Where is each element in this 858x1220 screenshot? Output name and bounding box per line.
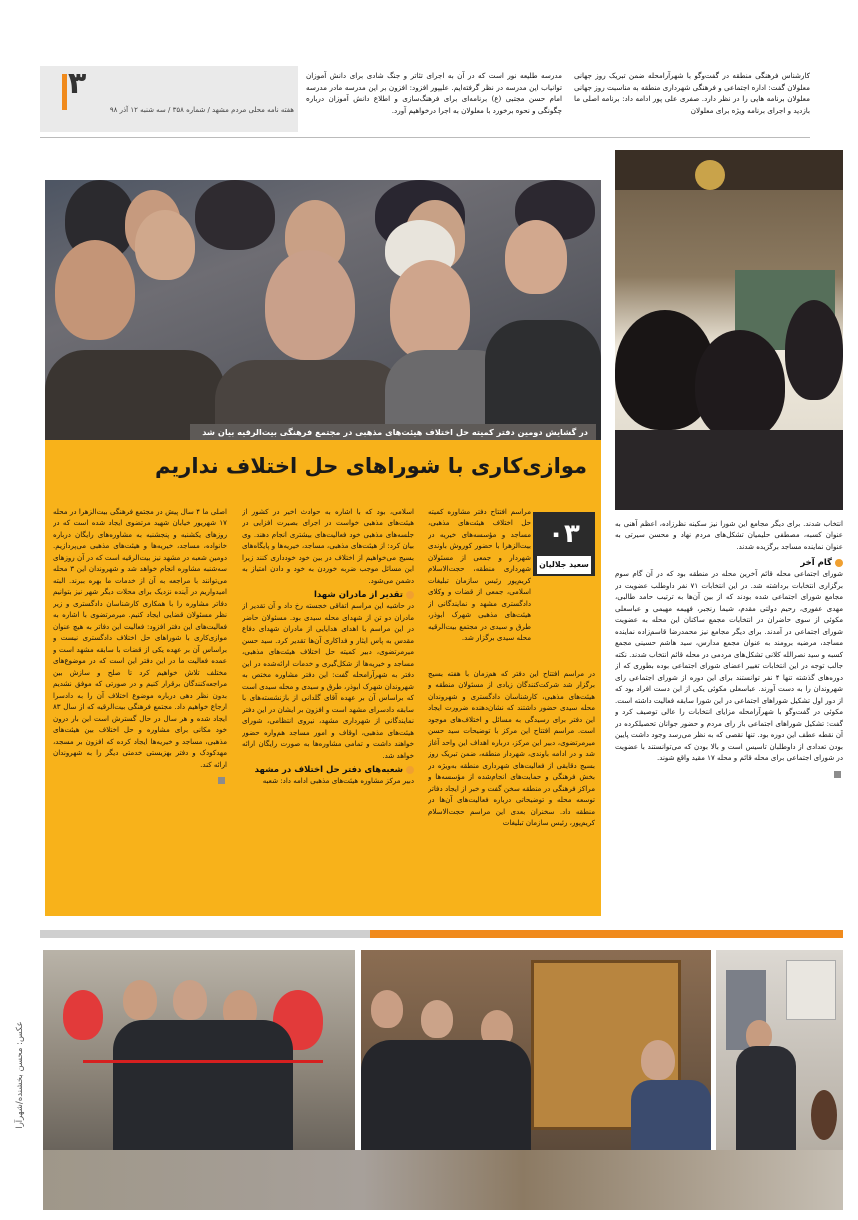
byline-author: سعید جلالیان: [537, 556, 591, 574]
right-body: شورای اجتماعی محله قائم آخرین محله در منطقه بود که در آن گام سوم برگزاری انتخابات برداشته شد. در این انتخابات ۷۱ نفر داوطلب عضویت در مجامع شورای اجتماعی شده بودند که از بین آن‌ها به ترتیب حامد طالبی، مهدی عفوری، رحیم دولتی مقدم، شیما رنجبر، فهیمه مهیمی و عباسعلی مکوئی از سوی حاضران در انتخابات مجمع ساکنان این محله به عضویت شورای اجتماعی در آمدند. برای دیگر مجامع نیز محمدرضا قاسم‌زاده نماینده مساجد، مرضیه برومند به عنوان مجمع مدارس، سید هاشم حسینی مجمع کسبه و سید نصرالله کلانی تشکل‌های مردمی در محله قائم انتخاب شدند. نکته جالب توجه در این انتخابات تغییر اعضای شورای اجتماعی بوده بطوری که از دوره‌های گذشته تنها ۴ نفر توانستند برای این دوره از شورای اجتماعی رای شهروندان را به دست آورند. عباسعلی مکوئی یکی از این دست افراد بود که از دور اول تشکیل شوراهای اجتماعی در این شورا سابقه فعالیت داشته است. مکوئی در گفت‌وگو با شهرآرامحله مزایای انتخابات را عالی توصیف کرد و گفت: تشکیل شوراهای اجتماعی باز رای مردم و حضور جوانان تحصیلکرده در آن نقطه عطف این دوره بود. تنها نقصی که به نظر می‌رسد وجود داشت پایین بودن تعدادی از داوطلبان تاسیس است و بالا بودن که می‌توانستند با عضویت در شورای اجتماعی برای محله قائم و محله ۱۷ مقید واقع شوند.: [615, 569, 843, 763]
end-mark-icon: [834, 771, 841, 778]
article-col2-sub2: شعبه‌های دفتر حل اختلاف در مشهد: [254, 765, 403, 776]
header-divider: [40, 137, 810, 138]
right-subhead-wrap: [615, 558, 843, 568]
right-subhead: گام آخر: [800, 558, 832, 569]
article-col2-sub1-body: در حاشیه این مراسم اتفاقی خجسته رخ داد و آن تقدیر از مادران دو تن از شهدای محله سیدی بود. مسئولان حاضر در این مراسم با اهدای هدایایی از مادران شهدای دفاع مقدس به پاس ایثار و فداکاری آن‌ها تقدیر کرد. سید حسن میرمرتضوی، دبیر کمیته حل اختلاف هیئت‌های مذهبی، مساجد و خیریه‌ها از شکل‌گیری و خدمات ارائه‌شده در این دفتر به شهرآرامحله گفت: این دفتر مشاوره مختص به شهروندان شهرک ابوذر، طرق و سیدی و محله سیدی است که براساس آن بر عهده آقای گلدانی از بازنشسته‌های با سابقه دادسرای مشهد است و افزون بر ایشان در این دفتر نمایندگانی از شهرداری مشهد، نیروی انتظامی، شورای هیئت‌های مذهبی، اوقاف و امور مساجد هم‌واره حضور خواهند داشت و تمامی مشاوره‌ها به صورت رایگان ارائه خواهد شد.: [242, 601, 414, 760]
photo-credit: [10, 950, 30, 1210]
article-col2-sub1-wrap: [242, 590, 414, 600]
right-column-text: [615, 518, 843, 910]
article-col2-sub2-body: دبیر مرکز مشاوره هیئت‌های مذهبی ادامه داد: شعبه: [262, 776, 414, 786]
article-col3-body: اصلی ما ۴ سال پیش در مجتمع فرهنگی بیت‌الزهرا در محله ۱۷ شهریور خیابان شهید مرتضوی ایجاد شده است که در روزهای یکشنبه و پنجشنبه به مشاوره‌های رایگان درباره خانواده، مساجد، خیریه‌ها و هیئت‌های مذهبی می‌پردازیم. دومین شعبه در مشهد نیز بیت‌الرقیه است که در آن روزهای سه‌شنبه مشاوره انجام خواهد شد و شهروندان این ۳ محله می‌توانند با مراجعه به آن از خدمات ما بهره ببرند. البته امیدواریم در آینده نزدیک برای محلات دیگر شهر نیز بتوانیم دفاتر مشاوره را با همکاری کارشناسان دادگستری و زیر نظر مسئولان قضایی ایجاد کنیم. میرمرتضوی با اشاره به فعالیت‌های این دفتر افزود: فعالیت این دفاتر به هیچ عنوان موازی‌کاری با شوراهای حل اختلاف دادگستری نیست و براساس آن بر عهده یکی از قضات با سابقه مشهد است و عمده فعالیت ما در این دفتر این است که در موضوع‌های مختلف تلاش خواهیم کرد تا صلح و سازش بین مراجعه‌کنندگان برقرار کنیم و در صورتی که موفق نشدیم بدون نظر دهی درباره موضوع اختلاف آن را به دادسرا ارجاع خواهیم داد. مجتمع فرهنگی بیت‌الرقیه که از سال ۸۳ ایجاد شده و هر سال در حال گسترش است این بار درون خود مکانی برای مشاوره و حل اختلاف بین هیئت‌های مذهبی، مساجد و خیریه‌ها ایجاد کرده که افزون بر مسجد، مهدکودک و دفتر بهزیستی خدمتی دیگر را به شهروندان ارائه کند.: [53, 507, 227, 769]
byline-number: ۰۳: [548, 519, 580, 549]
end-mark-icon: [218, 777, 225, 784]
publication-info: هفته نامه محلی مردم مشهد / شماره ۳۵۸ / سه شنبه ۱۲ آذر ۹۸: [109, 106, 294, 114]
subhead-bullet-icon: [406, 766, 414, 774]
header-orange-bar: [62, 74, 67, 110]
page-number: ۳: [68, 66, 87, 101]
bottom-photo-ribbon: [43, 950, 355, 1150]
subhead-bullet-icon: [835, 559, 843, 567]
bottom-photo-lower: [43, 1150, 843, 1210]
header-col-mid: مدرسه طلیعه نور است که در آن به اجرای تئاتر و جنگ شادی برای دانش آموزان توانیاب این مدرسه در نظر گرفته‌ایم. علیپور افزود: افزون بر این مدرسه مادر مدرسه امام حسن مجتبی (ع) برنامه‌ای برای فرهنگ‌سازی و اطلاع دانش آموزان درباره چگونگی و نحوه برخورد با معلولان به اجرا درخواهیم آورد.: [306, 71, 562, 115]
article-panel: [45, 440, 601, 916]
bottom-orange-bar: [370, 930, 843, 938]
byline-block: [533, 512, 595, 576]
header-left-box: [40, 66, 298, 132]
article-headline: موازی‌کاری با شوراهای حل اختلاف نداریم: [154, 454, 587, 478]
bottom-photo-gallery: [716, 950, 843, 1150]
article-kicker-bar: [190, 424, 596, 440]
article-col1-body: در مراسم افتتاح این دفتر که هم‌زمان با هفته بسیج برگزار شد شرکت‌کنندگان زیادی از مسئولان منطقه و هیئت‌های مذهبی، کارشناسان دادگستری و شهروندان محله سیدی حضور داشتند که نشان‌دهنده ضرورت ایجاد این دفتر برای رسیدگی به مسائل و اختلاف‌های موجود است. مراسم افتتاح این مرکز با توضیحات سید حسن میرمرتضوی، دبیر این مرکز، درباره اهداف این واحد آغاز شد و در ادامه باوندی، شهردار منطقه، ضمن تبریک روز بسیج دقایقی از فعالیت‌های شهرداری منطقه به‌ویژه در بخش فرهنگی و حمایت‌های انجام‌شده از مؤسسه‌ها و مراکز فرهنگی در منطقه سخن گفت و خبر از ایجاد دفاتر توسعه محله و توضیحاتی درباره فعالیت‌های آن‌ها در منطقه داد. سخنران بعدی این مراسم حجت‌الاسلام کریم‌پور، رئیس سازمان تبلیغات: [428, 669, 595, 828]
article-col2-sub1: تقدیر از مادران شهدا: [313, 590, 403, 601]
photo-credit-text: عکس: محسن بخشنده/شهرآرا: [15, 1021, 25, 1129]
article-kicker: در گشایش دومین دفتر کمیته حل اختلاف هیئت‌های مذهبی در مجتمع فرهنگی بیت‌الرقیه بیان شد: [202, 427, 588, 437]
header-col-right: کارشناس فرهنگی منطقه در گفت‌وگو با شهرآرامحله ضمن تبریک روز جهانی معلولان گفت: اداره اجتماعی و فرهنگی شهرداری منطقه به مناسبت روز جهانی معلولان برنامه هایی را در نظر دارد. صفری علی پور ادامه داد: برنامه اصلی ما بازدید و اجرای برنامه ویژه برای معلولان: [574, 71, 810, 115]
header-strip: [40, 66, 810, 132]
subhead-bullet-icon: [406, 591, 414, 599]
right-intro: انتخاب شدند. برای دیگر مجامع این شورا نیز سکینه نظرزاده، اعظم آهنی به عنوان کسبه، مصطفی حلیمیان تشکل‌های مردم نهاد و محسن سیرتی به عنوان نماینده مساجد برگزیده شدند.: [615, 519, 843, 551]
article-col1-intro: مراسم افتتاح دفتر مشاوره کمیته حل اختلاف هیئت‌های مذهبی، مساجد و مؤسسه‌های خیریه در بیت‌الزهرا با حضور کوروش باوندی شهردار و جمعی از مسئولان شهرداری منطقه، حجت‌الاسلام کریم‌پور رئیس سازمان تبلیغات اسلامی، جمعی از قضات و وکلای دادگستری مشهد و نمایندگانی از هیئت‌های مذهبی شهرک ابوذر، طرق و سیدی در مجتمع بیت‌الرقیه محله سیدی برگزار شد.: [428, 507, 531, 643]
article-col2: [242, 506, 414, 912]
article-col2-body: اسلامی، بود که با اشاره به حوادث اخیر در کشور از هیئت‌های مذهبی خواست در اجرای بصیرت افزایی در جلسه‌های مذهبی خود فعالیت‌های بیشتری انجام دهند. وی بیان کرد: از هیئت‌های مذهبی، مساجد، خیریه‌ها و پایگاه‌های بسیج می‌خواهیم از اختلاف در بین خود خودداری کنند زیرا این مسائل موجب ضربه خوردن به خود و دادن امتیاز به دشمن می‌شود.: [242, 507, 414, 585]
article-col2-sub2-wrap: [242, 765, 414, 775]
right-photo: [615, 150, 843, 510]
article-col3: [53, 506, 227, 912]
bottom-photo-calligraphy: [361, 950, 711, 1150]
